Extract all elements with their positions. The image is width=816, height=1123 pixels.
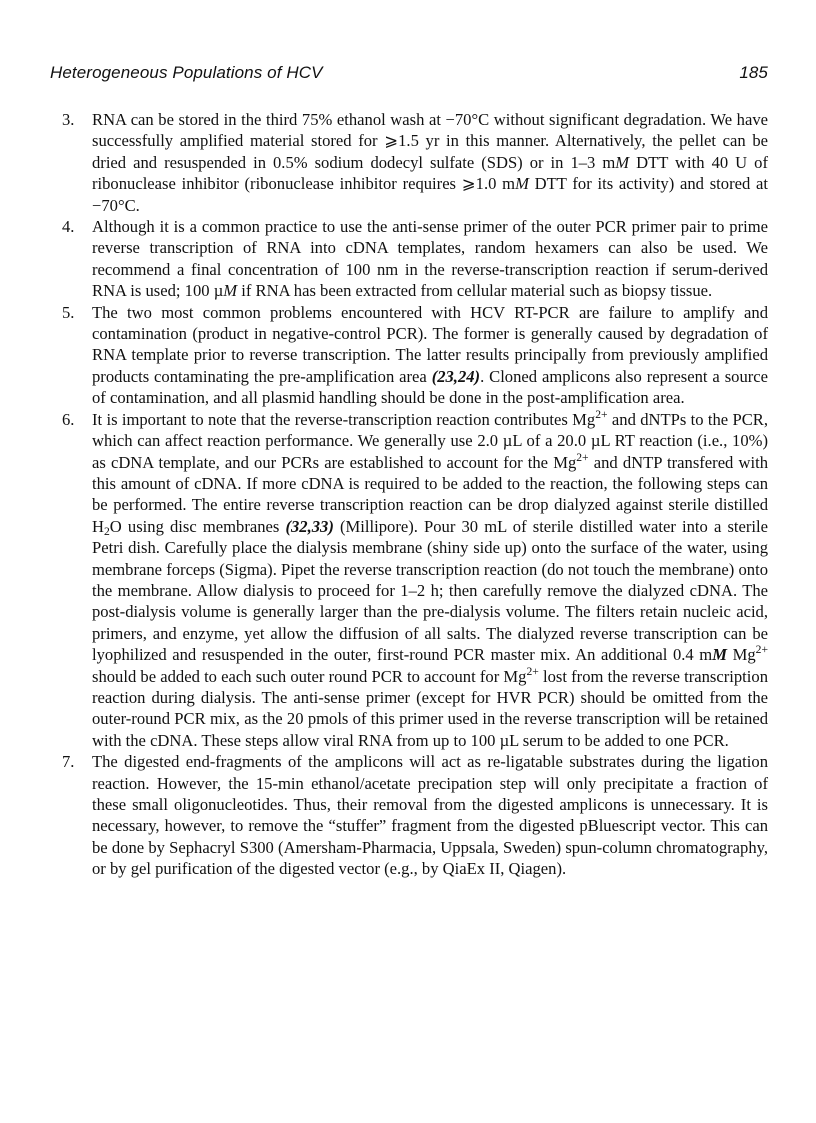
text-run: should be added to each such outer round PCR to account for Mg [92,666,527,686]
text-run: lost from the reverse transcription reaction during dialysis. The anti-sense primer (except for HVR PCR) should be omitted from the outer-round PCR mix, as the 20 pmols of this primer used in the reverse transcription will be retained with the cDNA. These steps allow viral RNA from up to 100 µL serum to be added to one PCR. [92,666,768,750]
text-run: Mg [726,645,756,665]
text-run: 2+ [755,643,768,657]
note-number: 5. [62,302,75,322]
note-text [92,409,768,752]
text-run: 2+ [595,407,608,421]
text-run: The two most common problems encountered with HCV RT-PCR are failure to amplify and contamination (product in negative-control PCR). The former is generally caused by degradation of RNA template prior to reverse transcription. The latter results principally from previously amplified products contaminating the pre-amplification area [92,302,768,386]
text-run: M [712,645,727,665]
note-number: 4. [62,217,75,237]
text-run: . Cloned amplicons also represent a source of contamination, and all plasmid handling should be done in the post-amplification area. [92,366,769,408]
text-run: M [223,281,238,301]
note-text [92,216,768,302]
text-run: (Millipore). Pour 30 mL of sterile distilled water into a sterile Petri dish. Carefully place the dialysis membrane (shiny side up) onto the surface of the water, using membrane forceps (Sigma). Pipet the reverse transcription reaction (do not touch the membrane) onto the membrane. Allow dialysis to proceed for 1–2 h; then carefully remove the dialyzed cDNA. The post-dialysis volume is generally larger than the pre-dialysis volume. The filters retain nucleic acid, primers, and enzyme, yet allow the diffusion of all salts. The dialyzed reverse transcription can be lyophilized and resuspended in the outer, first-round PCR master mix. An additional 0.4 m [92,516,768,665]
notes-list [62,109,768,880]
page-number: 185 [739,63,768,82]
note-item [62,109,768,216]
note-item [62,751,768,879]
text-run: RNA can be stored in the third 75% ethanol wash at −70°C without significant degradation. We have successfully amplified material stored for ⩾1.5 yr in this manner. Alternatively, the pellet can be dried and resuspended in 0.5% sodium dodecyl sulfate (SDS) or in 1–3 m [92,110,768,172]
text-run: Although it is a common practice to use the anti-sense primer of the outer PCR primer pair to prime reverse transcription of RNA into cDNA templates, random hexamers can also be used. We recommend a final concentration of 100 nm in the reverse-transcription reaction if serum-derived RNA is used; 100 µ [92,217,768,301]
text-run: if RNA has been extracted from cellular material such as biopsy tissue. [237,281,713,301]
text-run: O using disc membranes [109,516,286,536]
text-run: DTT for its activity) and stored at −70°C. [92,174,768,215]
text-run: DTT with 40 U of ribonuclease inhibitor (ribonuclease inhibitor requires ⩾1.0 m [92,152,768,194]
text-run: M [515,174,529,194]
text-run: and dNTP transfered with this amount of cDNA. If more cDNA is required to be added to the reaction, the following steps can be performed. The entire reverse transcription reaction can be drop dialyzed against sterile distilled H [92,452,768,536]
note-item [62,409,768,752]
running-header [50,63,768,83]
note-number: 3. [62,110,75,129]
text-run: 2+ [576,450,589,464]
text-run: M [615,152,630,172]
citation-ref: (32,33) [285,516,334,536]
note-number: 6. [62,409,75,429]
note-item [62,302,768,409]
note-text [92,751,768,879]
citation-ref: (23,24) [431,366,481,386]
text-run: 2 [103,524,110,538]
running-title: Heterogeneous Populations of HCV [50,63,323,82]
text-run: and dNTPs to the PCR, which can affect reaction performance. We generally use 2.0 µL of a 20.0 µL RT reaction (i.e., 10%) as cDNA template, and our PCRs are established to account for the Mg [92,409,769,472]
text-run: The digested end-fragments of the amplicons will act as re-ligatable substrates during the ligation reaction. However, the 15-min ethanol/acetate precipation step will only precipitate a fraction of these small oligonucleotides. Thus, their removal from the digested amplicons is unnecessary. It is necessary, however, to remove the “stuffer” fragment from the digested pBluescript vector. This can be done by Sephacryl S300 (Amersham-Pharmacia, Uppsala, Sweden) spun-column chromatography, or by gel purification of the digested vector (e.g., by QiaEx II, Qiagen). [92,752,768,879]
note-text [92,109,768,216]
text-run: 2+ [526,664,539,678]
note-item [62,216,768,302]
note-number: 7. [62,752,75,772]
text-run: It is important to note that the reverse-transcription reaction contributes Mg [92,409,596,429]
note-text [92,302,768,409]
